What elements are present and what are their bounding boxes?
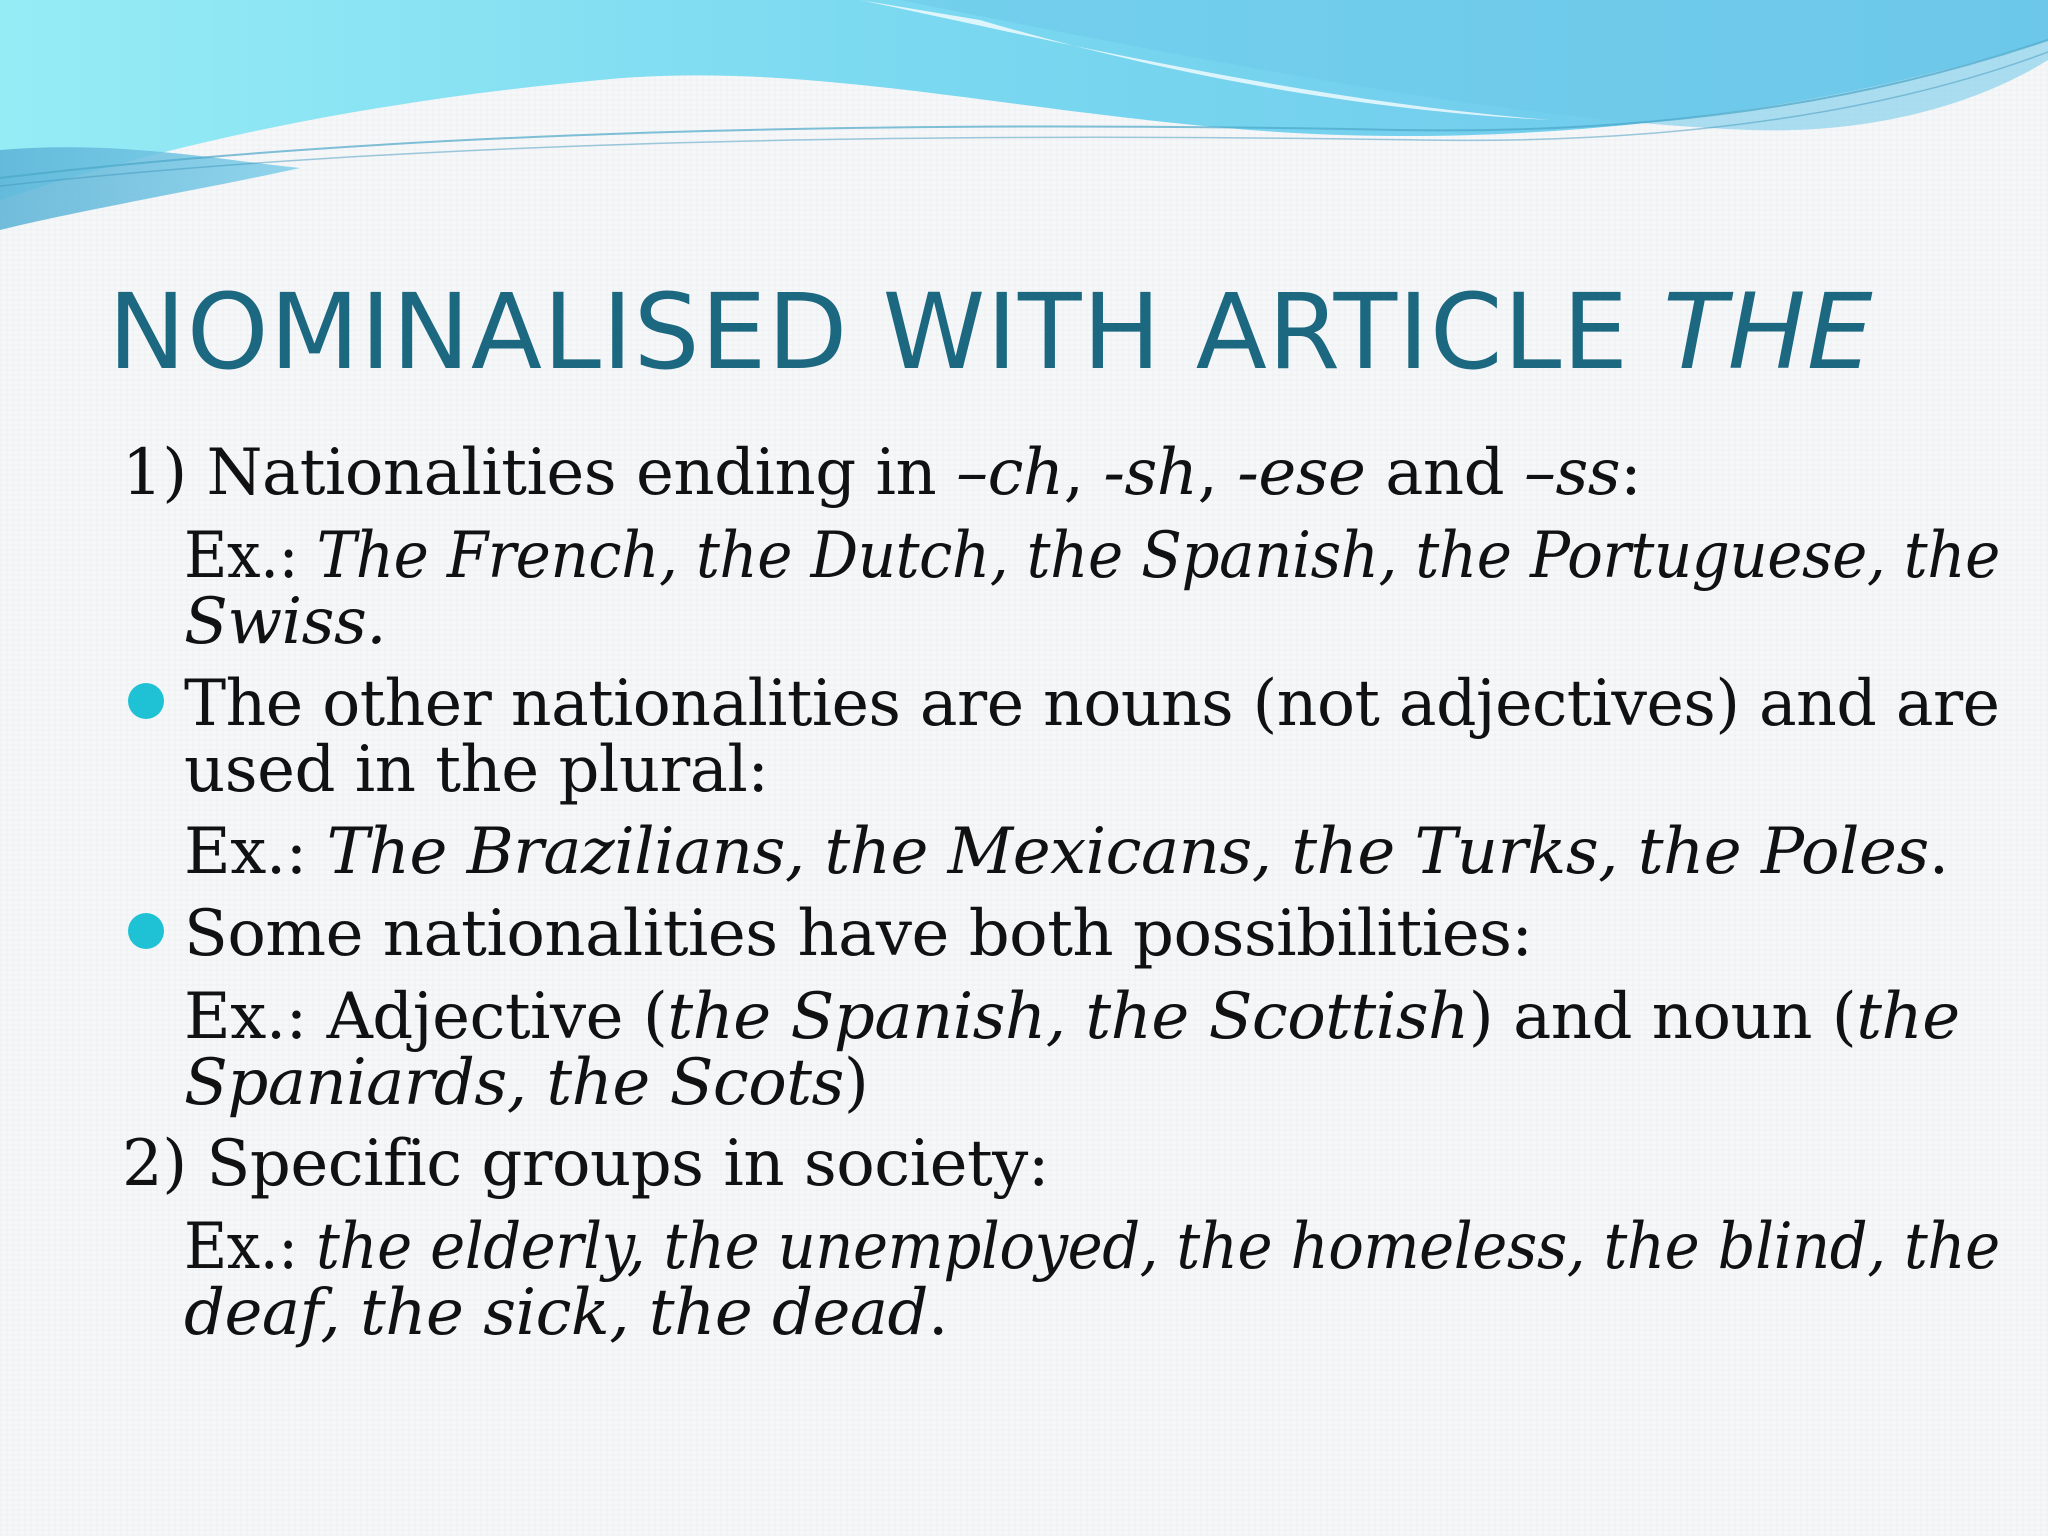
sep: , bbox=[1063, 436, 1104, 510]
example-prefix: Ex.: bbox=[184, 1210, 317, 1284]
item1-heading bbox=[122, 436, 1642, 510]
item2-heading: 2) Specific groups in society: bbox=[122, 1127, 1049, 1201]
bullet-dot-icon bbox=[128, 683, 164, 719]
bullet1-line1: The other nationalities are nouns (not adjectives) and are bbox=[184, 667, 2000, 741]
example-prefix: Ex.: bbox=[184, 519, 317, 593]
example-text: The Brazilians, the Mexicans, the Turks, the Poles bbox=[326, 815, 1929, 889]
bullet1-line2: used in the plural: bbox=[184, 733, 769, 807]
bullet2-example-line1 bbox=[184, 980, 1960, 1054]
close-paren: ) bbox=[843, 1046, 869, 1120]
item2-example-line1 bbox=[184, 1210, 2000, 1284]
slide-title-main: NOMINALISED WITH ARTICLE bbox=[108, 271, 1664, 393]
suffix-ese: -ese bbox=[1237, 436, 1366, 510]
colon: : bbox=[1620, 436, 1642, 510]
slide-title-emphasis: THE bbox=[1663, 271, 1874, 393]
bullet-dot-icon bbox=[128, 913, 164, 949]
suffix-sh: -sh bbox=[1103, 436, 1198, 510]
suffix-ch: –ch bbox=[956, 436, 1064, 510]
sep: , bbox=[1197, 436, 1238, 510]
bullet2-example-line2 bbox=[184, 1046, 869, 1120]
example-mid: ) and noun ( bbox=[1468, 980, 1857, 1054]
item1-example-line2: Swiss. bbox=[184, 585, 387, 659]
item2-example-line2 bbox=[184, 1276, 948, 1350]
example-prefix: Ex.: bbox=[184, 815, 327, 889]
sep: and bbox=[1365, 436, 1524, 510]
example-text: the elderly, the unemployed, the homeless, the blind, the bbox=[316, 1210, 2000, 1284]
adjective-examples: the Spanish, the Scottish bbox=[667, 980, 1469, 1054]
example-text: deaf, the sick, the dead bbox=[184, 1276, 928, 1350]
period: . bbox=[1928, 815, 1949, 889]
item1-example-line1 bbox=[184, 519, 2000, 593]
suffix-ss: –ss bbox=[1523, 436, 1621, 510]
example-text: The French, the Dutch, the Spanish, the Portuguese, the bbox=[316, 519, 2000, 593]
period: . bbox=[928, 1276, 948, 1350]
noun-examples: Spaniards, the Scots bbox=[184, 1046, 844, 1120]
bullet1-example bbox=[184, 815, 1949, 889]
example-prefix: Ex.: Adjective ( bbox=[184, 980, 668, 1054]
item1-lead: 1) Nationalities ending in bbox=[122, 436, 957, 510]
bullet2-line1: Some nationalities have both possibilities: bbox=[184, 897, 1533, 971]
noun-examples-start: the bbox=[1856, 980, 1960, 1054]
